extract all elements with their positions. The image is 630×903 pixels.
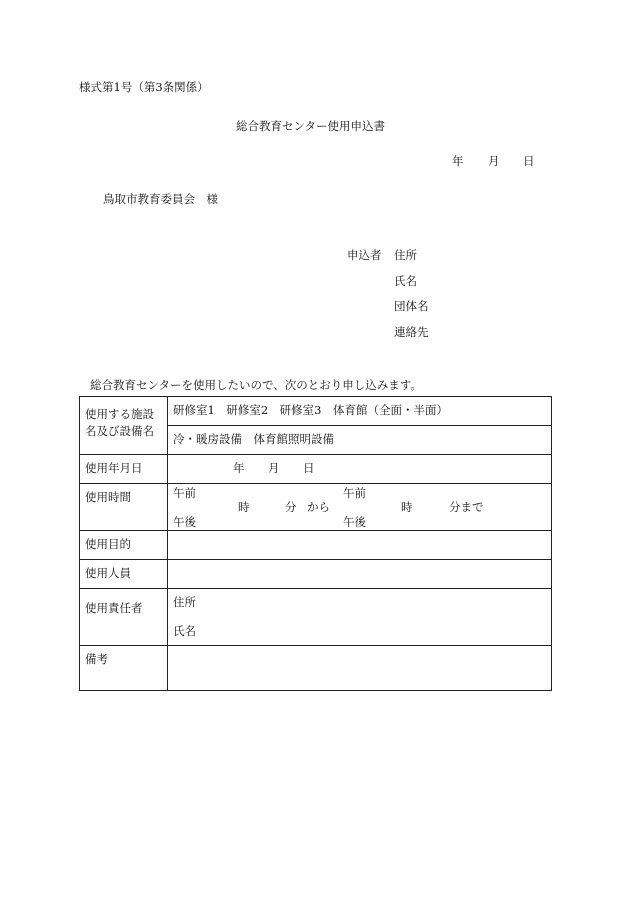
remarks-label-cell [80, 646, 168, 691]
use-time-cell [168, 484, 552, 531]
persons-cell [168, 560, 552, 589]
facility-equipment-cell [168, 426, 552, 455]
intro-text: 総合教育センターを使用したいので、次のとおり申し込みます。 [90, 378, 422, 392]
use-date-year: 年 [233, 461, 245, 475]
facility-label-cell [80, 397, 168, 455]
use-time-hour: 時 [238, 500, 250, 514]
applicant-name-label: 氏名 [394, 274, 417, 288]
use-date-day: 日 [303, 461, 315, 475]
form-number: 様式第1号（第3条関係） [79, 80, 209, 94]
use-date-label-cell [80, 455, 168, 484]
applicant-label: 申込者 [347, 248, 382, 262]
use-time-pm-end: 午後 [343, 515, 366, 529]
use-time-label-cell [80, 484, 168, 531]
date-day-label: 日 [523, 154, 535, 168]
responsible-label-cell [80, 589, 168, 646]
remarks-cell [168, 646, 552, 691]
use-date-label: 使用年月日 [85, 461, 143, 475]
use-time-am-end: 午前 [343, 486, 366, 500]
persons-label: 使用人員 [85, 566, 131, 580]
remarks-label: 備考 [85, 652, 108, 666]
date-year-label: 年 [452, 154, 464, 168]
purpose-label: 使用目的 [85, 537, 131, 551]
application-table [79, 396, 552, 691]
facility-label-line1: 使用する施設 [85, 407, 154, 421]
purpose-cell [168, 531, 552, 560]
applicant-address-label: 住所 [394, 248, 417, 262]
responsible-cell [168, 589, 552, 646]
applicant-organization-label: 団体名 [394, 299, 429, 313]
use-time-am: 午前 [173, 486, 196, 500]
use-time-minute: 分 [285, 500, 297, 514]
date-month-label: 月 [488, 154, 500, 168]
addressee: 鳥取市教育委員会 様 [103, 192, 218, 206]
responsible-name-label: 氏名 [173, 624, 196, 638]
facility-equipment: 冷・暖房設備 体育館照明設備 [173, 432, 334, 446]
use-time-until: 分まで [449, 500, 484, 514]
persons-label-cell [80, 560, 168, 589]
purpose-label-cell [80, 531, 168, 560]
use-date-month: 月 [268, 461, 280, 475]
responsible-address-label: 住所 [173, 595, 196, 609]
page-title: 総合教育センター使用申込書 [236, 119, 386, 133]
responsible-label: 使用責任者 [85, 601, 143, 615]
use-date-cell [168, 455, 552, 484]
facility-rooms: 研修室1 研修室2 研修室3 体育館（全面・半面） [173, 403, 448, 417]
applicant-contact-label: 連絡先 [394, 325, 429, 339]
facility-rooms-cell [168, 397, 552, 426]
use-time-label: 使用時間 [85, 490, 131, 504]
use-time-from: から [307, 500, 330, 514]
use-time-pm: 午後 [173, 515, 196, 529]
use-time-hour-end: 時 [401, 500, 413, 514]
facility-label-line2: 名及び設備名 [85, 424, 154, 438]
